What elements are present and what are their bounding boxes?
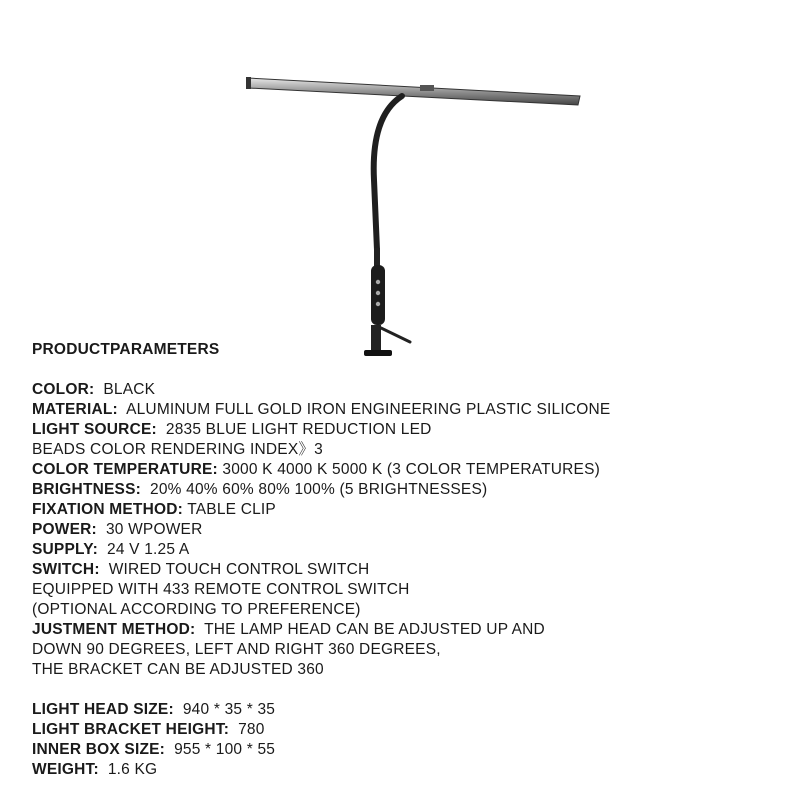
section-heading: PRODUCTPARAMETERS xyxy=(32,341,220,358)
spec-power: POWER: 30 WPOWER xyxy=(32,521,203,538)
spec-light-source-cont: BEADS COLOR RENDERING INDEX》3 xyxy=(32,441,323,458)
spec-brightness: BRIGHTNESS: 20% 40% 60% 80% 100% (5 BRIGHTNESSES) xyxy=(32,481,488,498)
spec-switch: SWITCH: WIRED TOUCH CONTROL SWITCH xyxy=(32,561,370,578)
touch-button-icon xyxy=(376,302,380,306)
lamp-head-mount xyxy=(420,85,434,91)
lamp-gooseneck xyxy=(374,96,402,250)
touch-button-icon xyxy=(376,291,380,295)
spec-adjustment-cont: THE BRACKET CAN BE ADJUSTED 360 xyxy=(32,661,324,678)
spec-switch-cont: (OPTIONAL ACCORDING TO PREFERENCE) xyxy=(32,601,361,618)
spec-switch-cont: EQUIPPED WITH 433 REMOTE CONTROL SWITCH xyxy=(32,581,410,598)
spec-adjustment-cont: DOWN 90 DEGREES, LEFT AND RIGHT 360 DEGREES, xyxy=(32,641,441,658)
product-parameters xyxy=(32,340,772,780)
spec-material: MATERIAL: ALUMINUM FULL GOLD IRON ENGINEERING PLASTIC SILICONE xyxy=(32,401,611,418)
desk-lamp-illustration xyxy=(240,70,590,370)
size-light-head: LIGHT HEAD SIZE: 940 * 35 * 35 xyxy=(32,701,276,718)
spec-light-source: LIGHT SOURCE: 2835 BLUE LIGHT REDUCTION LED xyxy=(32,421,432,438)
spec-adjustment: JUSTMENT METHOD: THE LAMP HEAD CAN BE ADJUSTED UP AND xyxy=(32,621,545,638)
lamp-head xyxy=(248,78,580,105)
lamp-head-end-left xyxy=(246,77,251,89)
touch-button-icon xyxy=(376,280,380,284)
spec-supply: SUPPLY: 24 V 1.25 A xyxy=(32,541,190,558)
spec-fixation: FIXATION METHOD: TABLE CLIP xyxy=(32,501,276,518)
spec-color-temperature: COLOR TEMPERATURE: 3000 K 4000 K 5000 K (3 COLOR TEMPERATURES) xyxy=(32,461,600,478)
size-weight: WEIGHT: 1.6 KG xyxy=(32,761,158,778)
size-bracket-height: LIGHT BRACKET HEIGHT: 780 xyxy=(32,721,265,738)
spec-color: COLOR: BLACK xyxy=(32,381,156,398)
size-inner-box: INNER BOX SIZE: 955 * 100 * 55 xyxy=(32,741,276,758)
